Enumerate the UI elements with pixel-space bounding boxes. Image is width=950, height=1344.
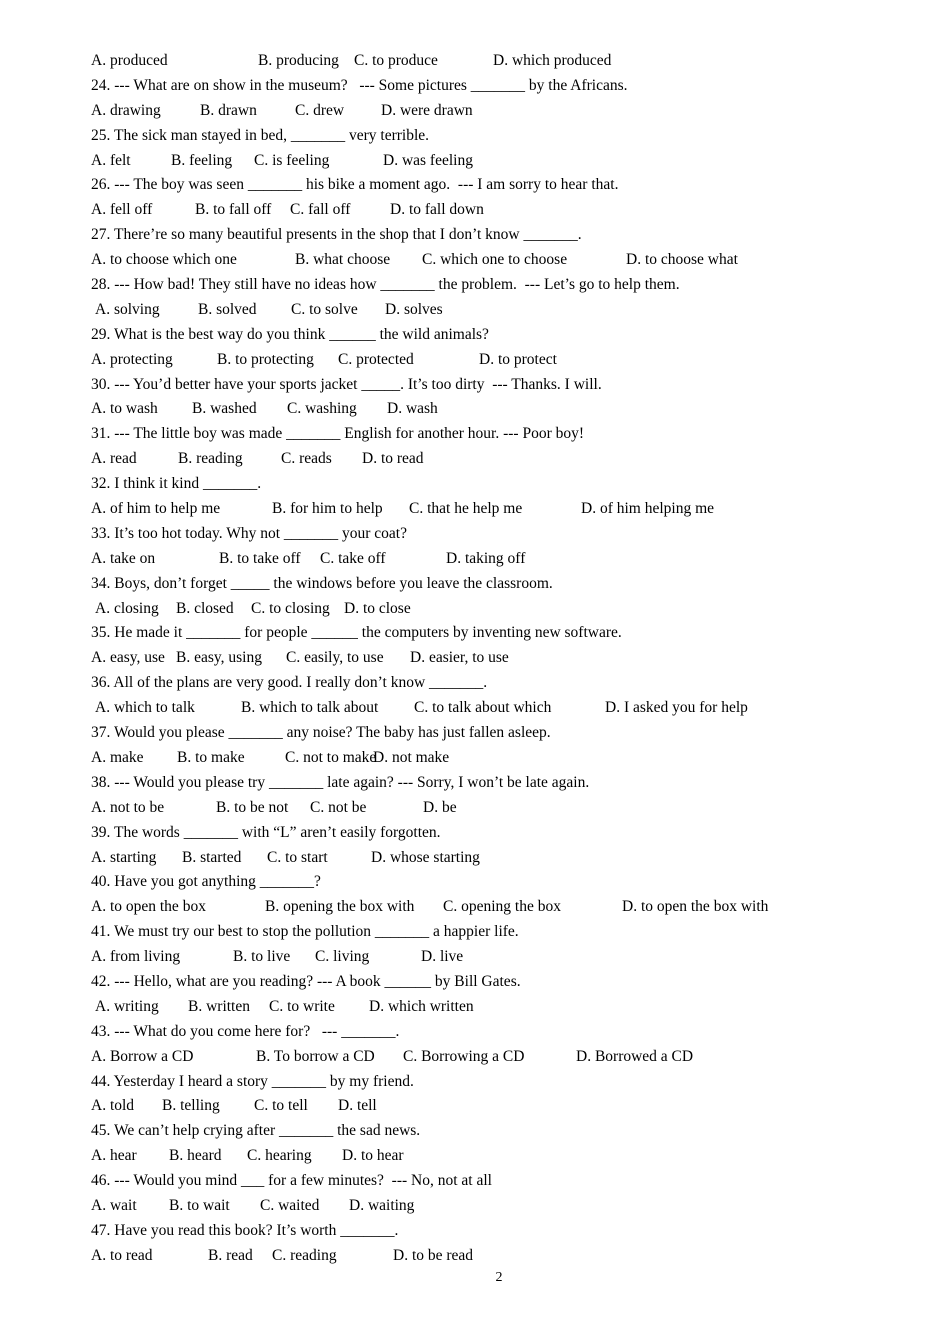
question-line: 27. There’re so many beautiful presents in the shop that I don’t know _______. [91, 226, 582, 244]
option-c: C. living [315, 948, 370, 966]
option-c: C. to talk about which [414, 699, 552, 717]
option-d: D. to choose what [626, 251, 738, 269]
option-d: D. taking off [446, 549, 526, 567]
question-line: 34. Boys, don’t forget _____ the windows before you leave the classroom. [91, 574, 553, 592]
options-line [91, 646, 911, 671]
option-d: D. I asked you for help [605, 699, 748, 717]
options-line [91, 497, 911, 522]
options-line [91, 1194, 911, 1219]
option-c: C. to start [267, 848, 328, 866]
option-b: B. reading [178, 450, 243, 468]
question-line: 39. The words _______ with “L” aren’t easily forgotten. [91, 823, 441, 841]
option-b: B. to fall off [195, 201, 272, 219]
options-line [91, 1045, 911, 1070]
question-line: 41. We must try our best to stop the pollution _______ a happier life. [91, 923, 519, 941]
options-line [91, 49, 911, 74]
option-a: A. felt [91, 151, 131, 169]
option-c: C. which one to choose [422, 251, 568, 269]
options-line [91, 397, 911, 422]
option-d: D. was feeling [383, 151, 473, 169]
option-c: C. reading [272, 1246, 337, 1264]
option-b: B. heard [169, 1147, 222, 1165]
option-c: C. waited [260, 1196, 320, 1214]
option-d: D. live [421, 948, 464, 966]
option-b: B. telling [162, 1097, 220, 1115]
option-b: B. written [188, 997, 250, 1015]
option-a: A. read [91, 450, 137, 468]
option-a: A. wait [91, 1196, 137, 1214]
option-a: A. not to be [91, 798, 165, 816]
question-line: 32. I think it kind _______. [91, 475, 262, 493]
option-c: C. Borrowing a CD [403, 1047, 525, 1065]
option-b: B. started [182, 848, 242, 866]
option-b: B. feeling [171, 151, 233, 169]
option-d: D. which produced [493, 52, 612, 69]
option-a: A. to choose which one [91, 251, 237, 269]
option-d: D. not make [373, 748, 450, 766]
option-a: A. which to talk [95, 699, 195, 717]
option-d: D. to open the box with [622, 898, 769, 916]
options-line [91, 846, 911, 871]
option-c: C. to tell [254, 1097, 308, 1115]
option-a: A. hear [91, 1147, 137, 1165]
option-d: D. of him helping me [581, 500, 715, 518]
option-c: C. reads [281, 450, 332, 468]
options-line [91, 597, 911, 622]
option-c: C. not be [310, 798, 367, 816]
question-line: 26. --- The boy was seen _______ his bike a moment ago. --- I am sorry to hear that. [91, 176, 619, 194]
option-b: B. to live [233, 948, 291, 966]
option-c: C. washing [287, 400, 357, 418]
option-b: B. opening the box with [265, 898, 415, 916]
option-d: D. to be read [393, 1246, 474, 1264]
exercise-list [91, 49, 911, 1269]
options-line [91, 447, 911, 472]
question-line: 37. Would you please _______ any noise? The baby has just fallen asleep. [91, 724, 551, 742]
question-line: 46. --- Would you mind ___ for a few minutes? --- No, not at all [91, 1172, 492, 1190]
question-line: 31. --- The little boy was made _______ English for another hour. --- Poor boy! [91, 425, 585, 443]
option-b: B. closed [176, 599, 234, 617]
option-b: B. To borrow a CD [256, 1047, 375, 1065]
question-line: 25. The sick man stayed in bed, _______ very terrible. [91, 126, 430, 144]
option-c: C. to closing [251, 599, 330, 617]
option-d: D. were drawn [381, 101, 473, 119]
options-line [91, 696, 911, 721]
options-line [91, 149, 911, 174]
options-line [91, 746, 911, 771]
option-c: C. hearing [247, 1147, 312, 1165]
option-a: A. make [91, 748, 144, 766]
option-b: B. to be not [216, 798, 289, 816]
question-line: 47. Have you read this book? It’s worth _______. [91, 1221, 399, 1239]
option-c: C. not to make [285, 748, 377, 766]
option-b: B. which to talk about [241, 699, 379, 717]
question-line: 43. --- What do you come here for? --- _______. [91, 1022, 400, 1040]
options-line [91, 298, 911, 323]
option-c: C. fall off [290, 201, 351, 219]
question-line: 28. --- How bad! They still have no ideas how _______ the problem. --- Let’s go to help them. [91, 276, 680, 294]
question-line: 35. He made it _______ for people ______ the computers by inventing new software. [91, 624, 622, 642]
option-a: A. to open the box [91, 898, 206, 916]
option-a: A. of him to help me [91, 500, 221, 518]
option-d: D. to fall down [390, 201, 484, 219]
option-a: A. starting [91, 848, 157, 866]
option-d: D. waiting [349, 1196, 415, 1214]
options-line [91, 945, 911, 970]
option-a: A. from living [91, 948, 181, 966]
options-line [91, 348, 911, 373]
option-c: C. that he help me [409, 500, 523, 518]
options-line [91, 198, 911, 223]
option-a: A. to wash [91, 400, 158, 418]
option-b: B. solved [198, 300, 257, 318]
option-c: C. to produce [354, 52, 438, 69]
options-line [91, 995, 911, 1020]
question-line: 40. Have you got anything _______? [91, 873, 321, 891]
option-a: A. told [91, 1097, 135, 1115]
question-line: 30. --- You’d better have your sports jacket _____. It’s too dirty --- Thanks. I will. [91, 375, 602, 393]
question-line: 45. We can’t help crying after _______ the sad news. [91, 1122, 421, 1140]
option-d: D. which written [369, 997, 474, 1015]
option-d: D. to protect [479, 350, 557, 368]
question-line: 33. It’s too hot today. Why not _______ your coat? [91, 524, 407, 542]
option-c: C. to write [269, 997, 335, 1015]
option-b: B. drawn [200, 101, 257, 119]
options-line [91, 1144, 911, 1169]
question-line: 29. What is the best way do you think ______ the wild animals? [91, 325, 489, 343]
option-c: C. take off [320, 549, 386, 567]
option-a: A. take on [91, 549, 156, 567]
question-line: 38. --- Would you please try _______ late again? --- Sorry, I won’t be late again. [91, 773, 590, 791]
option-a: A. closing [95, 599, 159, 617]
question-line: 36. All of the plans are very good. I really don’t know _______. [91, 674, 488, 692]
option-a: A. fell off [91, 201, 153, 219]
option-c: C. drew [295, 101, 345, 119]
option-a: A. Borrow a CD [91, 1047, 194, 1065]
option-d: D. tell [338, 1097, 377, 1115]
options-line [91, 99, 911, 124]
option-d: D. easier, to use [410, 649, 509, 667]
option-b: B. washed [192, 400, 257, 418]
options-line [91, 1244, 911, 1269]
page-number: 2 [495, 1270, 503, 1285]
option-d: D. to hear [342, 1147, 404, 1165]
option-b: B. to protecting [217, 350, 314, 368]
option-c: C. opening the box [443, 898, 561, 916]
option-b: B. read [208, 1246, 253, 1264]
option-d: D. wash [387, 400, 438, 418]
question-line: 24. --- What are on show in the museum? --- Some pictures _______ by the Africans. [91, 76, 628, 94]
option-c: C. protected [338, 350, 414, 368]
option-d: D. to read [362, 450, 424, 468]
options-line [91, 895, 911, 920]
option-c: C. to solve [291, 300, 358, 318]
option-c: C. easily, to use [286, 649, 384, 667]
options-line [91, 248, 911, 273]
option-a: A. writing [95, 997, 159, 1015]
option-d: D. be [423, 798, 457, 816]
option-a: A. drawing [91, 101, 161, 119]
option-d: D. to close [344, 599, 411, 617]
option-b: B. to take off [219, 549, 301, 567]
question-line: 42. --- Hello, what are you reading? --- A book ______ by Bill Gates. [91, 972, 521, 990]
option-b: B. for him to help [272, 500, 383, 518]
option-b: B. what choose [295, 251, 391, 269]
option-b: B. to wait [169, 1196, 230, 1214]
option-d: D. solves [385, 300, 443, 318]
option-b: B. producing [258, 52, 339, 69]
option-d: D. Borrowed a CD [576, 1047, 694, 1065]
option-a: A. protecting [91, 350, 173, 368]
option-b: B. easy, using [176, 649, 262, 667]
option-a: A. easy, use [91, 649, 165, 667]
option-b: B. to make [177, 748, 245, 766]
options-line [91, 796, 911, 821]
option-a: A. to read [91, 1246, 153, 1264]
option-a: A. produced [91, 52, 168, 69]
option-a: A. solving [95, 300, 160, 318]
option-d: D. whose starting [371, 848, 480, 866]
option-c: C. is feeling [254, 151, 330, 169]
options-line [91, 547, 911, 572]
question-line: 44. Yesterday I heard a story _______ by my friend. [91, 1072, 414, 1090]
options-line [91, 1094, 911, 1119]
